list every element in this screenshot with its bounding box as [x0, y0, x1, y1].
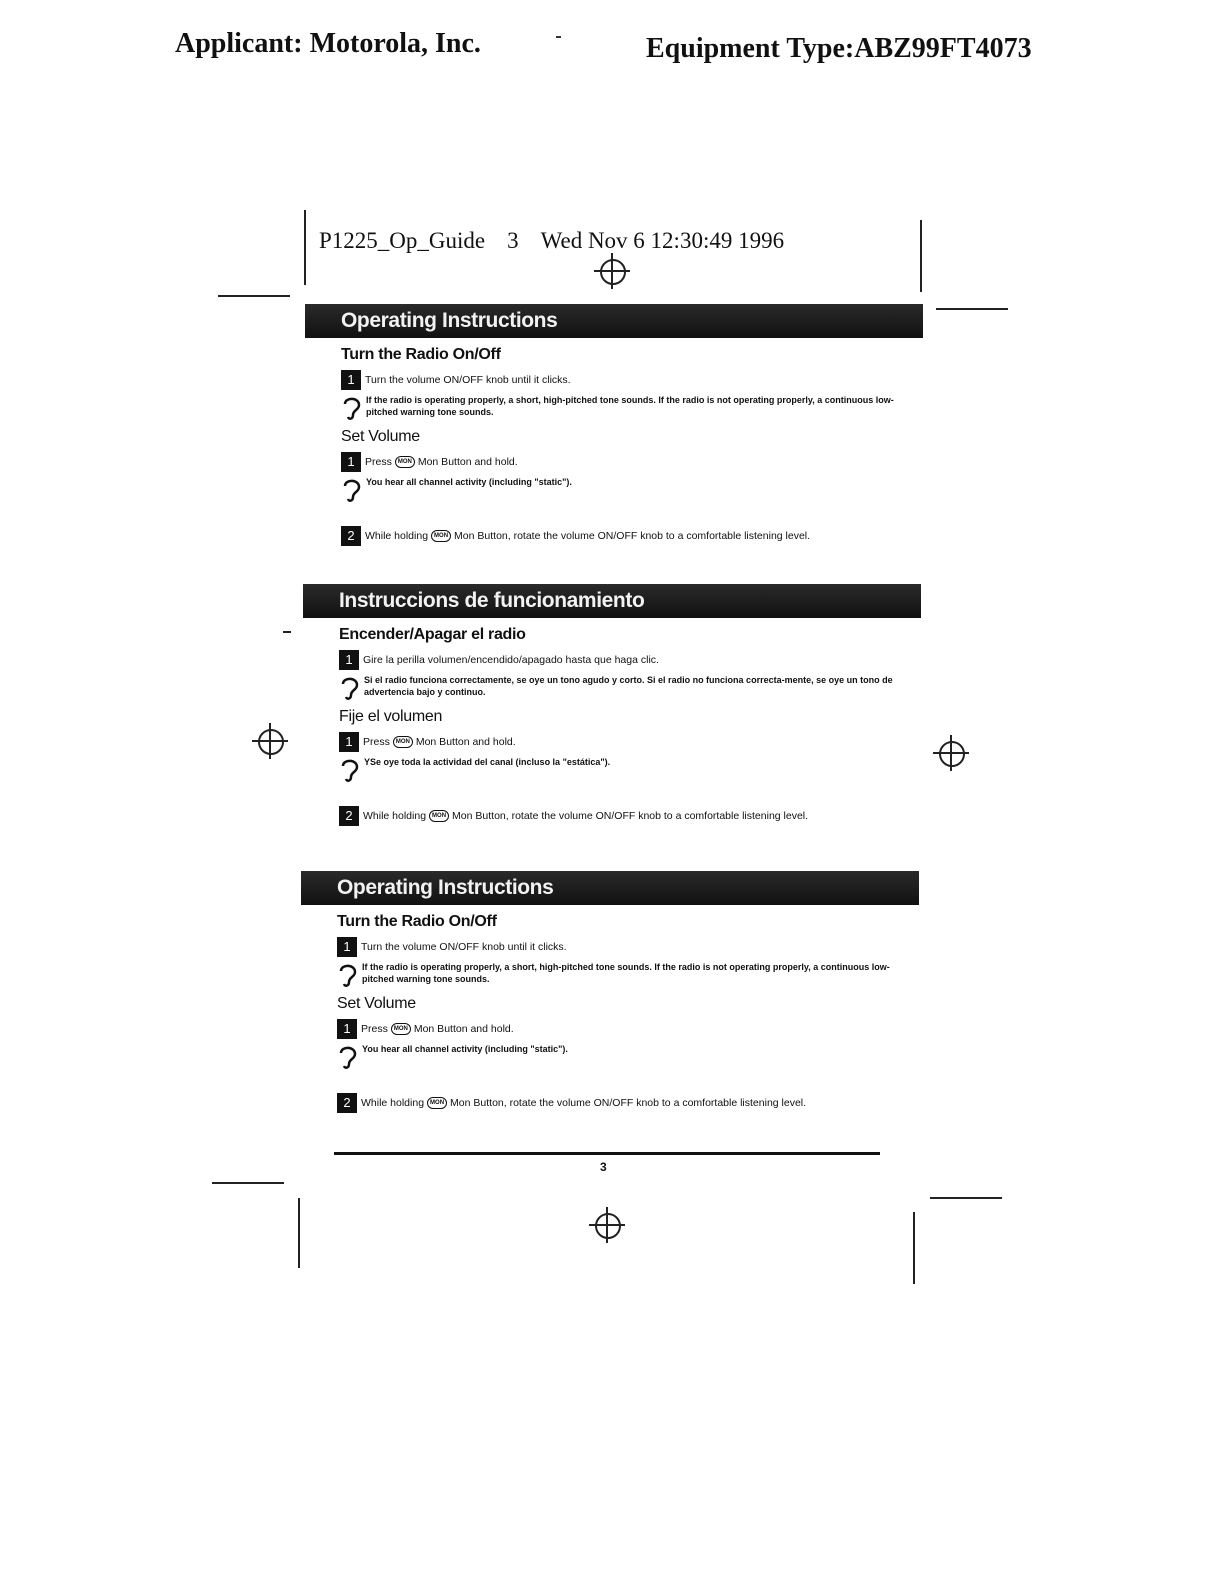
note-row	[337, 1043, 919, 1071]
ear-icon	[341, 394, 363, 422]
heading-volume: Fije el volumen	[339, 708, 443, 725]
step-row	[339, 732, 921, 752]
step-row	[337, 937, 919, 957]
step-row	[337, 1093, 919, 1113]
step-number: 1	[341, 452, 361, 472]
slug-file: P1225_Op_Guide	[319, 228, 486, 253]
heading-on-off: Turn the Radio On/Off	[337, 913, 497, 930]
footer-rule	[334, 1152, 880, 1155]
step-number: 1	[341, 370, 361, 390]
page-number: 3	[600, 1160, 607, 1174]
crop-mark	[218, 295, 290, 297]
step-row	[341, 526, 923, 546]
ear-icon	[339, 756, 361, 784]
note-row	[341, 394, 923, 422]
note-text: Si el radio funciona correctamente, se oye un tono agudo y corto. Si el radio no funciona correcta-mente, se oye un tono de advertencia bajo y continuo.	[364, 675, 893, 697]
step-row	[339, 806, 921, 826]
note-text: If the radio is operating properly, a short, high-pitched tone sounds. If the radio is not operating properly, a continuous low-pitched warning tone sounds.	[366, 395, 894, 417]
section-banner: Instruccions de funcionamiento	[303, 584, 921, 618]
crop-mark	[930, 1197, 1002, 1199]
step-number: 1	[339, 650, 359, 670]
step-text-post: Mon Button and hold.	[415, 736, 516, 748]
mon-button-icon: MON	[391, 1023, 411, 1035]
scan-speck	[556, 36, 561, 38]
step-text: Turn the volume ON/OFF knob until it clicks.	[361, 941, 567, 953]
step-text-pre: Press	[361, 1023, 388, 1035]
crop-mark	[913, 1212, 915, 1284]
section-banner: Operating Instructions	[301, 871, 919, 905]
mon-button-icon: MON	[393, 736, 413, 748]
applicant-label: Applicant: Motorola, Inc.	[175, 28, 481, 59]
step-text-post: Mon Button and hold.	[417, 456, 518, 468]
step-text-post: Mon Button, rotate the volume ON/OFF knob to a comfortable listening level.	[450, 1097, 807, 1109]
step-text-pre: Press	[365, 456, 392, 468]
note-row	[337, 961, 919, 989]
note-row	[339, 674, 921, 702]
step-number: 1	[339, 732, 359, 752]
ear-icon	[337, 961, 359, 989]
ear-icon	[341, 476, 363, 504]
note-text: If the radio is operating properly, a short, high-pitched tone sounds. If the radio is not operating properly, a continuous low-pitched warning tone sounds.	[362, 962, 890, 984]
mon-button-icon: MON	[427, 1097, 447, 1109]
step-row	[339, 650, 921, 670]
mon-button-icon: MON	[431, 530, 451, 542]
ear-icon	[339, 674, 361, 702]
step-text-post: Mon Button, rotate the volume ON/OFF knob to a comfortable listening level.	[452, 810, 809, 822]
step-text: Turn the volume ON/OFF knob until it clicks.	[365, 374, 571, 386]
step-row	[341, 370, 923, 390]
step-number: 1	[337, 937, 357, 957]
step-text-pre: Press	[363, 736, 390, 748]
mon-button-icon: MON	[429, 810, 449, 822]
registration-mark-icon	[252, 723, 288, 759]
note-row	[341, 476, 923, 504]
step-number: 2	[341, 526, 361, 546]
step-number: 2	[337, 1093, 357, 1113]
equipment-type-label: Equipment Type:ABZ99FT4073	[646, 33, 1032, 64]
heading-on-off: Encender/Apagar el radio	[339, 626, 526, 643]
heading-volume: Set Volume	[341, 428, 420, 445]
step-text-pre: While holding	[361, 1097, 425, 1109]
step-text-post: Mon Button and hold.	[413, 1023, 514, 1035]
note-row	[339, 756, 921, 784]
crop-mark	[298, 1198, 300, 1268]
crop-mark	[212, 1182, 284, 1184]
step-text-pre: While holding	[363, 810, 427, 822]
print-slug	[319, 228, 784, 254]
ear-icon	[337, 1043, 359, 1071]
registration-mark-icon	[594, 253, 630, 289]
registration-mark-icon	[933, 735, 969, 771]
crop-mark	[920, 220, 922, 292]
mon-button-icon: MON	[395, 456, 415, 468]
slug-date: Wed Nov 6 12:30:49 1996	[540, 228, 785, 253]
instructions-section-english-repeat	[301, 871, 919, 1117]
step-text-pre: While holding	[365, 530, 429, 542]
instructions-section-spanish	[303, 584, 921, 830]
step-row	[337, 1019, 919, 1039]
crop-mark	[304, 210, 306, 285]
note-text: YSe oye toda la actividad del canal (incluso la "estática").	[364, 757, 611, 767]
heading-on-off: Turn the Radio On/Off	[341, 346, 501, 363]
step-text-post: Mon Button, rotate the volume ON/OFF knob to a comfortable listening level.	[454, 530, 811, 542]
step-text: Gire la perilla volumen/encendido/apagado hasta que haga clic.	[363, 654, 659, 666]
note-text: You hear all channel activity (including "static").	[362, 1044, 568, 1054]
note-text: You hear all channel activity (including "static").	[366, 477, 572, 487]
instructions-section-english	[305, 304, 923, 550]
step-row	[341, 452, 923, 472]
step-number: 2	[339, 806, 359, 826]
crop-mark	[936, 308, 1008, 310]
section-banner: Operating Instructions	[305, 304, 923, 338]
registration-mark-icon	[589, 1207, 625, 1243]
slug-page: 3	[507, 228, 519, 253]
crop-mark	[283, 631, 291, 633]
step-number: 1	[337, 1019, 357, 1039]
heading-volume: Set Volume	[337, 995, 416, 1012]
